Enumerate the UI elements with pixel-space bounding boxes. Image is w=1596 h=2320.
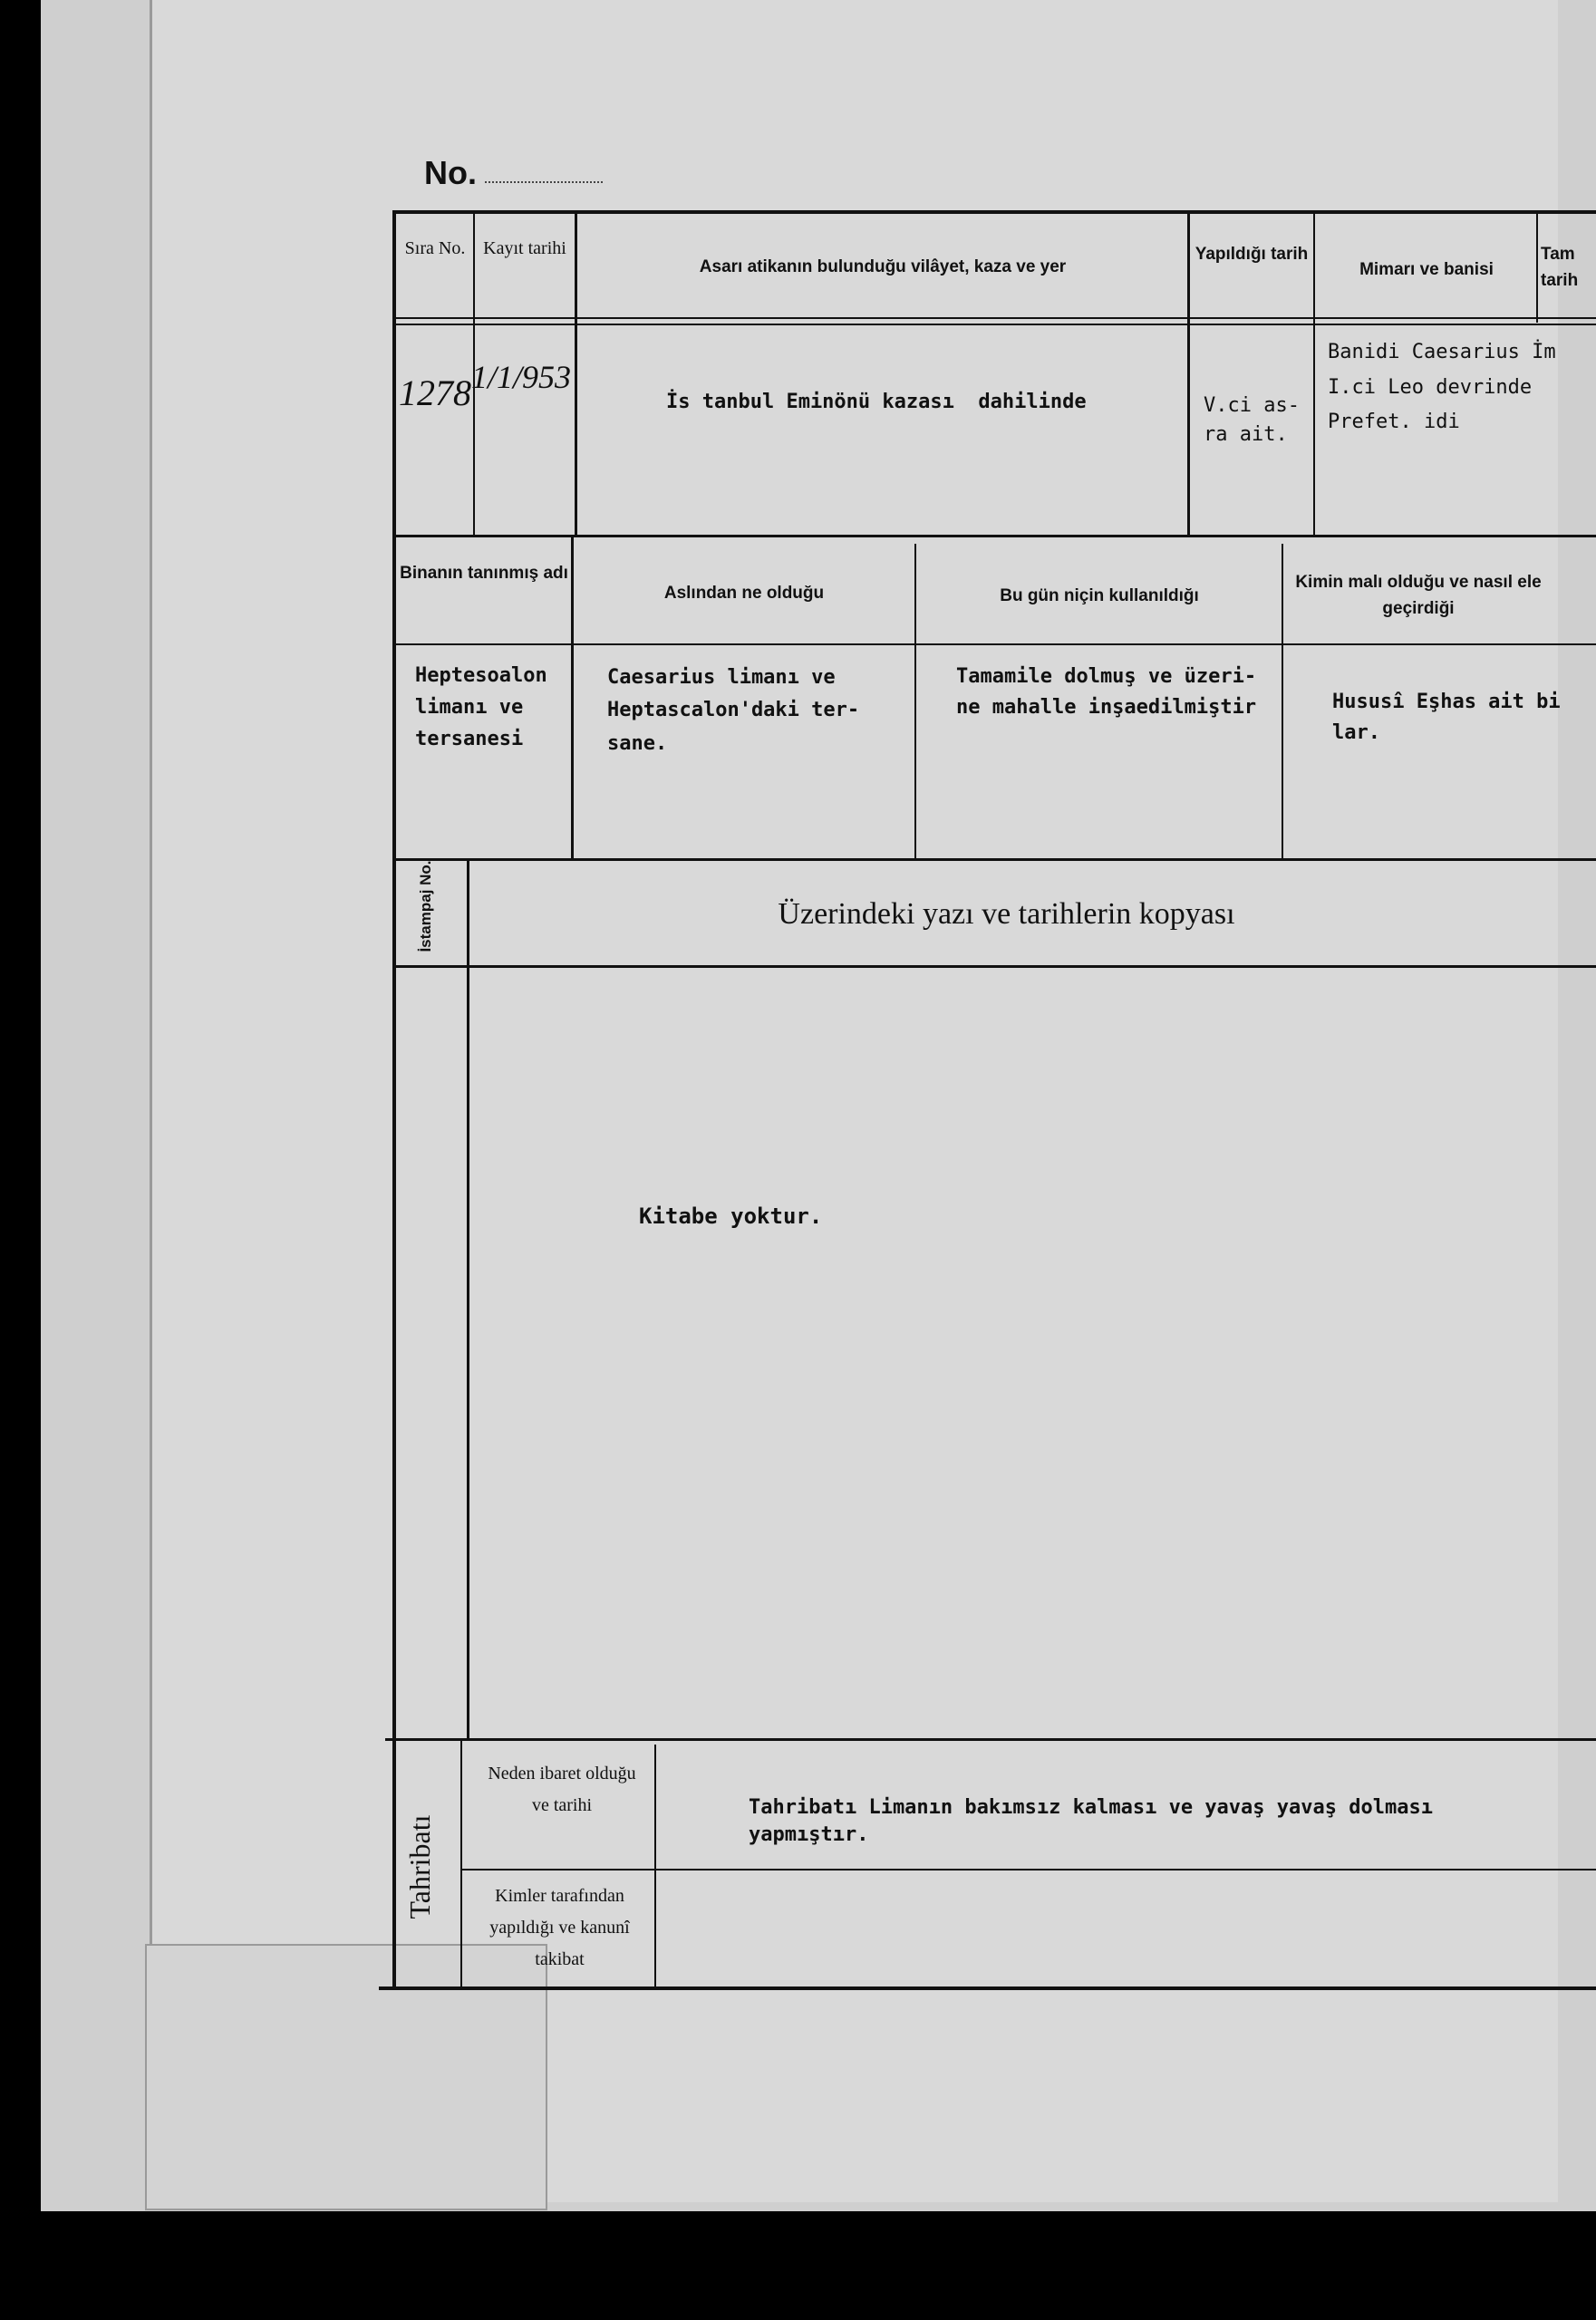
header-binanin-adi: Binanın tanınmış adı	[400, 564, 568, 583]
divider	[462, 1869, 1596, 1870]
header-location: Asarı atikanın bulunduğu vilâyet, kaza ve yer	[699, 257, 1067, 276]
header-aslindan: Aslından ne olduğu	[663, 584, 825, 603]
header-mimari: Mimarı ve banisi	[1359, 260, 1494, 279]
istampaj-label: İstampaj No.	[417, 860, 434, 952]
mimari-value: Banidi Caesarius İm I.ci Leo devrinde Prefet. idi	[1328, 341, 1556, 433]
sira-no-value: 1278	[399, 372, 471, 413]
divider	[575, 214, 577, 536]
faded-stamp	[145, 1944, 547, 2210]
divider	[1282, 544, 1283, 860]
document-number-label: No.	[424, 154, 477, 191]
aslindan-value: Caesarius limanı ve Heptascalon'daki ter- sane.	[607, 666, 860, 755]
form-sheet	[150, 0, 1558, 2202]
kitabe-text: Kitabe yoktur.	[639, 1204, 823, 1229]
header-kayit-tarihi: Kayıt tarihi	[483, 238, 566, 258]
divider	[571, 536, 574, 860]
frame-bottom	[379, 1986, 1596, 1990]
divider	[1313, 214, 1315, 536]
tahribati-label: Tahribatı	[403, 1814, 436, 1919]
kayit-tarihi-value: 1/1/953	[471, 359, 572, 395]
kimin-mali-value: Hususî Eşhas ait bi lar.	[1332, 691, 1561, 745]
neden-label: Neden ibaret olduğu ve tarihi	[488, 1764, 636, 1815]
location-value: İs tanbul Eminönü kazası dahilinde	[666, 391, 1087, 413]
divider	[460, 1740, 462, 1988]
yapildigi-tarih-value: V.ci as- ra ait.	[1204, 394, 1300, 446]
header-bu-gun: Bu gün niçin kullanıldığı	[1000, 586, 1199, 605]
kimler-label: Kimler tarafından yapıldığı ve kanunî takibat	[489, 1886, 630, 1969]
divider	[394, 643, 1596, 645]
divider	[1187, 214, 1190, 536]
bu-gun-value: Tamamile dolmuş ve üzeri- ne mahalle inşaedilmiştir	[956, 665, 1257, 720]
divider	[654, 1745, 656, 1988]
divider	[385, 1738, 1596, 1741]
neden-text: Tahribatı Limanın bakımsız kalması ve yavaş yavaş dolması yapmıştır.	[749, 1796, 1433, 1846]
binanin-adi-value: Heptesoalon limanı ve tersanesi	[415, 664, 547, 751]
divider	[1536, 214, 1538, 323]
header-kimin-mali: Kimin malı olduğu ve nasıl ele geçirdiği	[1295, 573, 1542, 619]
frame-left	[392, 210, 396, 1989]
kopya-title: Üzerindeki yazı ve tarihlerin kopyası	[778, 897, 1235, 931]
divider	[394, 965, 1596, 968]
document-number-dotted-line	[485, 181, 603, 183]
header-sira-no: Sıra No.	[404, 238, 466, 258]
divider	[467, 861, 469, 1740]
header-tamir: Tam tarih	[1541, 245, 1579, 291]
divider	[914, 544, 916, 860]
header-yapildigi-tarih: Yapıldığı tarih	[1195, 245, 1309, 264]
divider	[394, 858, 1596, 861]
